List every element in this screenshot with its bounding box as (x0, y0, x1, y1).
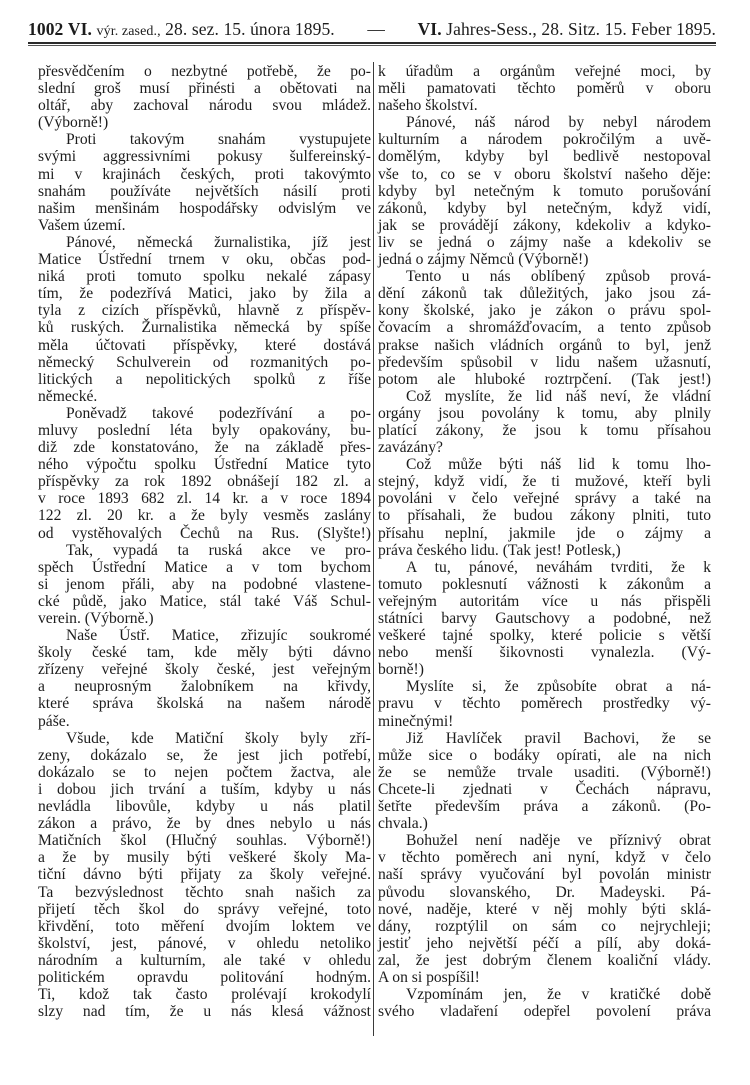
page-header (28, 10, 716, 40)
text-line: ků ruských. Žurnalistika německá by spíše (38, 319, 371, 337)
text-line: Již Havlíček pravil Bachovi, že se (406, 729, 711, 747)
page-number: 1002 (28, 19, 64, 39)
text-line: státníci barvy Gautschovy a podobné, než (378, 610, 711, 627)
text-line: si jenom přáli, aby na podobné vlastene- (38, 575, 371, 593)
text-line: orgány jsou povolány k tomu, aby plnily (378, 404, 711, 422)
text-line: Což může býti náš lid k tomu lho- (406, 456, 711, 474)
text-line: spěch Ústřední Matice a v tom bychom (38, 558, 371, 576)
text-line: 122 zl. 20 kr. a že byly vesměs zaslány (38, 507, 371, 525)
text-line: nové, naděje, které v něj mohly býti sklá- (378, 900, 711, 918)
text-line: povoláni v čelo veřejné správy a také na (378, 490, 711, 508)
text-line: jak se provádějí zákony, kdekoliv a kdyko- (378, 216, 711, 234)
text-line: původu slovanského, Dr. Madeyski. Pá- (378, 883, 711, 901)
text-line: Myslíte si, že způsobíte obrat a ná- (406, 678, 711, 696)
text-line: tomuto poklesnutí vážnosti k zákonům a (378, 575, 711, 593)
text-line: čovacím a shromážďovacím, a tento způsob (378, 319, 711, 337)
text-line: i dobou jich trvání a tuším, kdyby u nás (38, 780, 371, 798)
text-line: diž zde konstatováno, že na základě přes- (38, 439, 371, 457)
text-line: Všude, kde Matiční školy byly zří- (66, 729, 371, 747)
text-line: oltář, aby zachoval národu svou mládež. (38, 97, 371, 115)
text-line: zavázány? (378, 439, 443, 457)
text-line: A on si pospíšil! (378, 968, 480, 986)
text-line: našim menšinám hospodářsky odvislým ve (38, 199, 371, 217)
text-line: kony školské, jako je zákon o právu spol- (378, 302, 711, 320)
text-line: platící zákony, že jsou k tomu přísahou (378, 421, 711, 439)
right-column (378, 63, 711, 1020)
text-line: ného výpočtu spolku Ústřední Matice tyto (38, 456, 371, 474)
text-line: především spůsobil v lidu našem užasnutí, (378, 353, 711, 371)
text-line: křivdění, toto měření dvojím loktem ve (38, 917, 371, 935)
text-line: (Výborně!) (38, 114, 109, 132)
header-separator: — (367, 19, 385, 39)
text-line: Vašem území. (38, 216, 126, 234)
left-column (38, 63, 371, 1020)
text-line: jestiť jeho největší péčí a pílí, aby doká- (378, 934, 711, 952)
text-line: Naše Ústř. Matice, zřizujíc soukromé (66, 627, 371, 645)
header-czech (28, 19, 335, 40)
text-line: Bohužel není naděje ve příznivý obrat (406, 832, 711, 850)
text-line: měla účtovati příspěvky, které dostává (38, 336, 371, 354)
text-line: tiční dávno býti přijaty za školy veřejné. (38, 866, 371, 884)
text-line: zal, že jest dobrým členem koaliční vlády. (378, 951, 711, 969)
text-line: Tak, vypadá ta ruská akce ve pro- (66, 541, 371, 559)
text-line: A tu, pánové, neváhám tvrditi, že k (406, 558, 711, 576)
text-line: veřejným autoritám více u nás přispěli (378, 592, 711, 610)
text-line: mluvy poslední léta byly opakovány, bu- (38, 421, 371, 439)
text-line: a neuprosným žalobníkem na křivdy, (38, 678, 371, 696)
header-right-roman: VI. (417, 19, 442, 39)
header-german (418, 19, 716, 40)
text-line: že se nemůže trvale usaditi. (Výborně!) (378, 763, 711, 781)
text-line: svého vladaření odepřel povolení práva (378, 1003, 711, 1021)
text-line: od vystěhovalých Čechů na Rus. (Slyšte!) (38, 524, 371, 542)
text-line: Tento u nás oblíbený způsob prová- (406, 268, 711, 286)
text-line: svými aggressivními pokusy šulfereinský- (38, 148, 371, 166)
text-line: Ti, kdož tak často prolévají krokodylí (38, 986, 371, 1004)
text-line: veškeré tajné spolky, které policie s větší (378, 627, 711, 645)
text-line: jedná o zájmy Němců (Výborně!) (378, 251, 589, 269)
text-line: slzy nad tím, že u nás klesá vážnost (38, 1003, 371, 1021)
text-line: Matice Ústřední trnem v oku, občas pod- (38, 251, 371, 269)
text-line: Proti takovým snahám vystupujete (66, 131, 371, 149)
header-right-date: 15. Feber 1895. (604, 19, 716, 39)
text-line: nebo menší šikovnosti vynalezla. (Vý- (378, 644, 711, 662)
header-left-session: výr. zased., (96, 24, 161, 39)
text-line: chvala.) (378, 815, 428, 833)
header-right-session: Jahres-Sess., (446, 19, 537, 39)
text-line: páše. (38, 712, 70, 730)
text-line: zákon a právo, že by dnes nebylo u nás (38, 815, 371, 833)
text-line: k úřadům a orgánům veřejné moci, by (378, 63, 711, 80)
text-line: cké půdě, jako Matice, stál také Váš Schul- (38, 592, 371, 610)
text-line: národním a kulturním, ale také v ohledu (38, 951, 371, 969)
text-line: přijetí těch škol do správy veřejné, toto (38, 900, 371, 918)
text-line: Chcete-li zjednati v Čechách nápravu, (378, 780, 711, 798)
text-line: našeho školství. (378, 97, 478, 115)
text-line: Pánové, německá žurnalistika, jíž jest (66, 233, 371, 251)
text-line: nevládla libovůle, kdyby u nás platil (38, 798, 371, 816)
text-line: Což myslíte, že lid náš neví, že vládní (406, 387, 711, 405)
header-left-date: 15. února 1895. (223, 19, 335, 39)
text-line: v roce 1893 682 zl. 14 kr. a v roce 1894 (38, 490, 371, 508)
text-line: přesvědčením o nezbytné potřebě, že po- (38, 63, 371, 80)
text-line: dokázalo se to nejen počtem žactva, ale (38, 763, 371, 781)
text-line: kulturním a národem pokročilým a uvě- (378, 131, 711, 149)
header-left-roman: VI. (67, 19, 93, 39)
text-line: německé. (38, 387, 98, 405)
text-line: které správa školská na našem národě (38, 695, 371, 713)
text-line: mi v krajinách českých, proti takovýmto (38, 165, 371, 183)
text-line: borně!) (378, 661, 424, 679)
text-line: přísahu neplní, jakmile jde o zájmy a (378, 524, 711, 542)
text-line: zřízeny veřejné školy české, jest veřejným (38, 661, 371, 679)
text-line: litických a nepolitických spolků z říše (38, 370, 371, 388)
text-line: tyla z cizích příspěvků, hlavně z příspěv- (38, 302, 371, 320)
text-line: slední groš musí přinésti a obětovati na (38, 80, 371, 98)
text-line: školství, jest, pánové, v ohledu netoliko (38, 934, 371, 952)
text-line: naší správy vyučování byl povolán ministr (378, 866, 711, 884)
text-line: Poněvadž takové podezřívání a po- (66, 404, 371, 422)
text-line: zeny, dokázalo se, že jest jich potřebí, (38, 746, 371, 764)
header-left-sitting: 28. sez. (165, 19, 219, 39)
text-line: stejný, když vidí, že ti mužové, kteří byli (378, 473, 711, 491)
header-rule (28, 42, 716, 46)
column-divider (373, 62, 374, 1036)
text-line: šetřte především práva a zákonů. (Po- (378, 798, 711, 816)
text-line: pravu v těchto poměrech prostředky vý- (378, 695, 711, 713)
text-line: dění zákonů tak důležitých, jako jsou zá- (378, 285, 711, 303)
text-line: a že by musily býti veškeré školy Ma- (38, 849, 371, 867)
text-line: niká proti tomuto spolku nekalé zápasy (38, 268, 371, 286)
text-line: tím, že podezřívá Matici, jako by žila a (38, 285, 371, 303)
text-line: školy české tam, kde měly býti dávno (38, 644, 371, 662)
text-line: příspěvky za rok 1892 obnášejí 182 zl. a (38, 473, 371, 491)
text-line: vše to, co se v oboru školství našeho děje: (378, 165, 711, 183)
text-line: minečnými! (378, 712, 454, 730)
text-line: může sice o bodáky opírati, ale na nich (378, 746, 711, 764)
text-line: politickém opravdu politování hodným. (38, 968, 371, 986)
text-line: Matičních škol (Hlučný souhlas. Výborně!) (38, 832, 371, 850)
text-line: Ta bezvýslednost těchto snah našich za (38, 883, 371, 901)
text-line: Pánové, náš národ by nebyl národem (406, 114, 711, 132)
text-line: Vzpomínám jen, že v kratičké době (406, 986, 711, 1004)
text-line: prakse našich vládních orgánů to byl, jenž (378, 336, 711, 354)
text-line: domělým, kdyby byl bedlivě nestopoval (378, 148, 711, 166)
header-right-sitting: 28. Sitz. (541, 19, 601, 39)
text-line: liv se jedná o zájmy naše a kdekoliv se (378, 233, 711, 251)
text-line: verein. (Výborně.) (38, 610, 154, 627)
text-line: kdyby byl netečným k tomuto porušování (378, 182, 711, 200)
text-line: německý Schulverein od rozmanitých po- (38, 353, 371, 371)
text-line: práva českého lidu. (Tak jest! Potlesk,) (378, 541, 621, 559)
text-line: potom ale hluboké roztrpčení. (Tak jest!) (378, 370, 711, 388)
text-line: měli pamatovati těchto poměrů v oboru (378, 80, 711, 98)
text-line: snahám používáte největších násilí proti (38, 182, 371, 200)
text-line: zákonů, kdyby byl netečným, když vidí, (378, 199, 711, 217)
text-line: dány, rozptýlil on sám co nejrychleji; (378, 917, 711, 935)
text-line: v těchto poměrech ani nyní, když v čelo (378, 849, 711, 867)
text-line: to přísahali, že budou zákony plniti, tuto (378, 507, 711, 525)
